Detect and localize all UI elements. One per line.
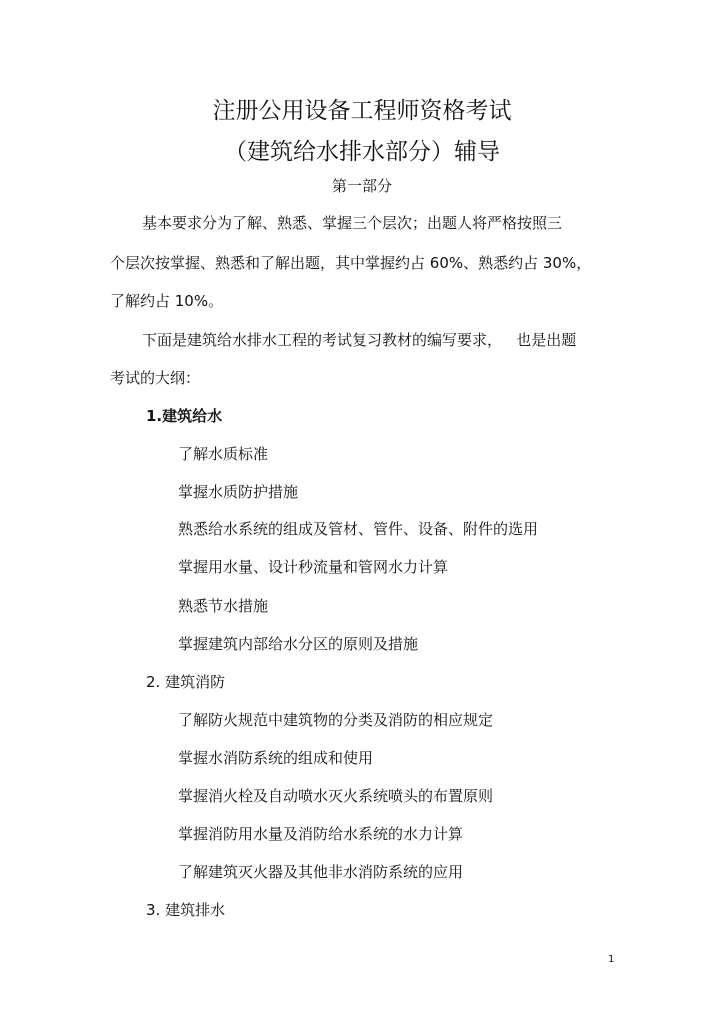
outline-item: 了解水质标准: [178, 445, 269, 463]
outline-item: 熟悉给水系统的组成及管材、管件、设备、附件的选用: [178, 520, 539, 538]
outline-item: 掌握水质防护措施: [178, 483, 299, 501]
outline-item: 熟悉节水措施: [178, 597, 269, 615]
outline-item: 掌握消防用水量及消防给水系统的水力计算: [178, 825, 464, 843]
intro-line-1: 基本要求分为了解、熟悉、掌握三个层次；出题人将严格按照三: [142, 214, 563, 232]
outline-item: 掌握消火栓及自动喷水灭火系统喷头的布置原则: [178, 787, 494, 805]
outline-item: 了解防火规范中建筑物的分类及消防的相应规定: [178, 711, 494, 729]
outline-item: 掌握用水量、设计秒流量和管网水力计算: [178, 558, 449, 576]
outline-intro-line-2: 考试的大纲：: [110, 369, 201, 387]
intro-line-2: 个层次按掌握、熟悉和了解出题，其中掌握约占 60%、熟悉约占 30%，: [110, 254, 592, 272]
outline-item: 掌握建筑内部给水分区的原则及措施: [178, 635, 419, 653]
page-number: 1: [608, 954, 615, 965]
outline-item: 了解建筑灭火器及其他非水消防系统的应用: [178, 863, 464, 881]
document-title-line1: 注册公用设备工程师资格考试: [212, 98, 512, 124]
outline-intro-line-1: 下面是建筑给水排水工程的考试复习教材的编写要求， 也是出题: [142, 331, 577, 349]
section-heading-fire-protection: 2. 建筑消防: [146, 673, 226, 691]
outline-item: 掌握水消防系统的组成和使用: [178, 749, 374, 767]
section-heading-drainage: 3. 建筑排水: [146, 901, 226, 919]
part-label: 第一部分: [331, 177, 392, 195]
intro-line-3: 了解约占 10%。: [110, 292, 224, 310]
section-heading-water-supply: 1.建筑给水: [146, 407, 223, 425]
document-title-line2: （建筑给水排水部分）辅导: [224, 139, 500, 165]
